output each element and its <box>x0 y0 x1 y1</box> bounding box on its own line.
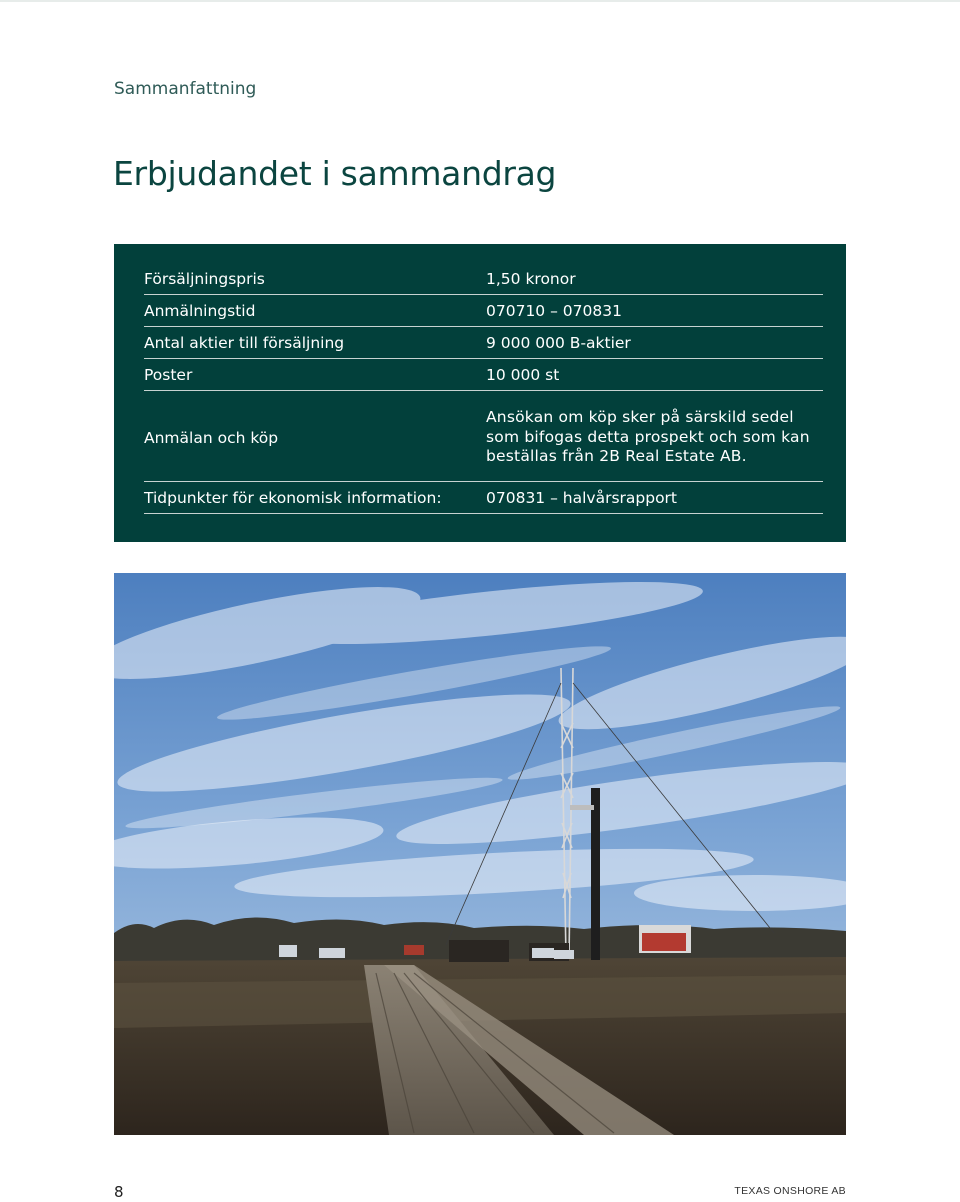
top-rule <box>0 0 960 2</box>
offer-row-lots <box>144 364 823 391</box>
offer-row-price <box>144 268 823 295</box>
offer-label: Anmälan och köp <box>144 429 279 447</box>
offer-row-period <box>144 300 823 327</box>
offer-value: 9 000 000 B-aktier <box>486 334 631 352</box>
page-title: Erbjudandet i sammandrag <box>113 154 557 193</box>
section-label: Sammanfattning <box>114 79 257 99</box>
footer-company: TEXAS ONSHORE AB <box>734 1185 846 1197</box>
offer-row-application <box>144 408 823 482</box>
offer-value: Ansökan om köp sker på särskild sedel som bifogas detta prospekt och som kan beställas från 2B Real Estate AB. <box>486 408 810 465</box>
page-number: 8 <box>114 1183 124 1201</box>
offer-value: 070710 – 070831 <box>486 302 622 320</box>
offer-label: Försäljningspris <box>144 270 265 288</box>
offer-value: 1,50 kronor <box>486 270 576 288</box>
offer-summary-table <box>114 244 846 542</box>
offer-value: 10 000 st <box>486 366 560 384</box>
offer-label: Anmälningstid <box>144 302 256 320</box>
oil-drilling-rig-photo <box>114 573 846 1135</box>
offer-row-financial-info <box>144 487 823 514</box>
offer-label: Antal aktier till försäljning <box>144 334 345 352</box>
offer-label: Poster <box>144 366 193 384</box>
offer-value: 070831 – halvårsrapport <box>486 489 678 507</box>
offer-row-shares <box>144 332 823 359</box>
offer-label: Tidpunkter för ekonomisk information: <box>144 489 442 507</box>
